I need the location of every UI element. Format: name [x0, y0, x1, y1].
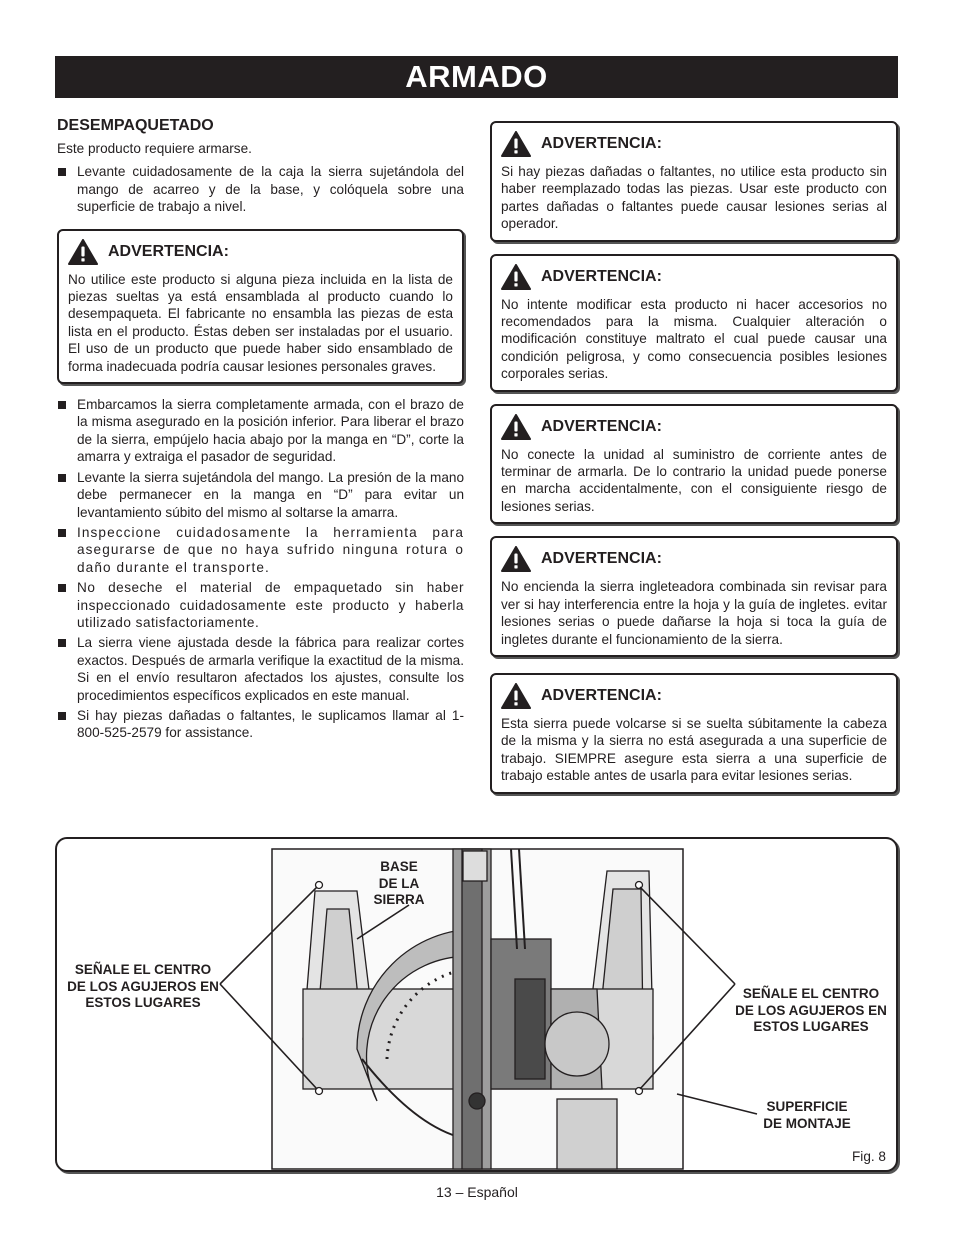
warning-title: ADVERTENCIA:: [541, 135, 662, 152]
warning-text: Esta sierra puede volcarse si se suelta súbitamente la cabeza de la misma y la sierra no está asegurada a una superficie de trabajo. SIEMPRE asegure esta sierra a una superficie de trabajo estable antes de usarla para evitar lesiones serias.: [501, 715, 887, 784]
warning-triangle-icon: [501, 546, 531, 572]
warning-title: ADVERTENCIA:: [108, 242, 229, 260]
callout-saw-base: BASE DE LA SIERRA: [373, 859, 425, 907]
warning-text: No conecte la unidad al suministro de corriente antes de terminar de armarla. De lo contrario la unidad puede ponerse en marcha accidentalmente, con el consiguiente riesgo de lesiones serias.: [501, 446, 887, 514]
page-footer: 13 – Español: [436, 1184, 518, 1200]
unpacking-bullet: Levante cuidadosamente de la caja la sierra sujetándola del mango de acarreo y de la base, y colóquela sobre una superficie de trabajo a nivel.: [57, 163, 464, 215]
unpacking-bullet: Levante la sierra sujetándola del mango. La presión de la mano debe permanecer en la manga en “D” para evitar un levantamiento súbito del mismo al soltarse la amarra.: [57, 469, 464, 521]
warning-title: ADVERTENCIA:: [541, 550, 662, 568]
warning-box: [490, 254, 898, 392]
unpacking-bullet: La sierra viene ajustada desde la fábrica para realizar cortes exactos. Después de armarla verifique la exactitud de la misma. Si en el envío resultaron afectados los ajustes, consulte los procedimientos específicos explicados en este manual.: [57, 634, 464, 704]
figure-label: Fig. 8: [852, 1149, 886, 1164]
warning-box: [490, 673, 898, 794]
warning-box: [490, 536, 898, 657]
warning-triangle-icon: [501, 264, 531, 290]
unpacking-bullet: No deseche el material de empaquetado sin haber inspeccionado cuidadosamente este producto y haberla utilizado satisfactoriamente.: [57, 579, 464, 631]
warning-text: Si hay piezas dañadas o faltantes, no utilice esta producto sin haber reemplazado todas las piezas. Usar este producto con partes dañadas o faltantes puede causar lesiones serias al operador.: [501, 164, 887, 232]
callout-mounting-surface: SUPERFICIE DE MONTAJE: [763, 1099, 851, 1131]
callout-mark-holes-right: SEÑALE EL CENTRO DE LOS AGUJEROS EN ESTOS LUGARES: [735, 986, 887, 1034]
left-column: [57, 117, 464, 745]
unpacking-heading: DESEMPAQUETADO: [57, 117, 214, 134]
section-banner: ARMADO: [55, 56, 898, 98]
warning-text: No intente modificar esta producto ni hacer accesorios no recomendados para la misma. Cualquier alteración o modificación constituye maltrato el cual puede causar una condición peligrosa, y como consecuencia posibles lesiones corporales serias.: [501, 296, 887, 382]
warning-text: No encienda la sierra ingleteadora combinada sin revisar para ver si hay interferencia entre la hoja y la guía de ingletes. evitar lesiones serias o puede dañarse la hoja si toca la guía de ingletes durante el funcionamiento de la sierra.: [501, 579, 887, 647]
warning-text: No utilice este producto si alguna pieza incluida en la lista de piezas sueltas ya está ensamblada al producto cuando lo desempaqueta. El fabricante no ensambla las piezas de esta lista en el producto. Éstas deben ser instaladas por el usuario. El uso de un producto que puede haber sido ensamblado de forma inadecuada podría causar lesiones personales graves.: [68, 271, 453, 374]
warning-title: ADVERTENCIA:: [541, 686, 662, 704]
unpacking-intro: Este producto requiere armarse.: [57, 141, 252, 156]
warning-box: [490, 404, 898, 525]
right-column: [490, 121, 898, 794]
unpacking-bullet: Si hay piezas dañadas o faltantes, le suplicamos llamar al 1-800-525-2579 for assistance.: [57, 707, 464, 742]
unpacking-bullet: Embarcamos la sierra completamente armada, con el brazo de la misma asegurado en la posición inferior. Para liberar el brazo de la sierra, empújelo hacia abajo por la manga en “D”, corte la amarra y extraiga el pasador de seguridad.: [57, 396, 464, 466]
unpacking-bullet: Inspeccione cuidadosamente la herramienta para asegurarse de que no haya sufrido ninguna rotura o daño durante el transporte.: [57, 524, 464, 576]
figure-8-box: [55, 837, 898, 1172]
warning-triangle-icon: [68, 239, 98, 265]
warning-box: [57, 229, 464, 384]
callout-mark-holes-left: SEÑALE EL CENTRO DE LOS AGUJEROS EN ESTOS LUGARES: [67, 962, 219, 1010]
warning-title: ADVERTENCIA:: [541, 267, 662, 285]
warning-title: ADVERTENCIA:: [541, 417, 662, 435]
warning-triangle-icon: [501, 131, 531, 157]
warning-triangle-icon: [501, 683, 531, 709]
warning-triangle-icon: [501, 414, 531, 440]
warning-box: [490, 121, 898, 242]
